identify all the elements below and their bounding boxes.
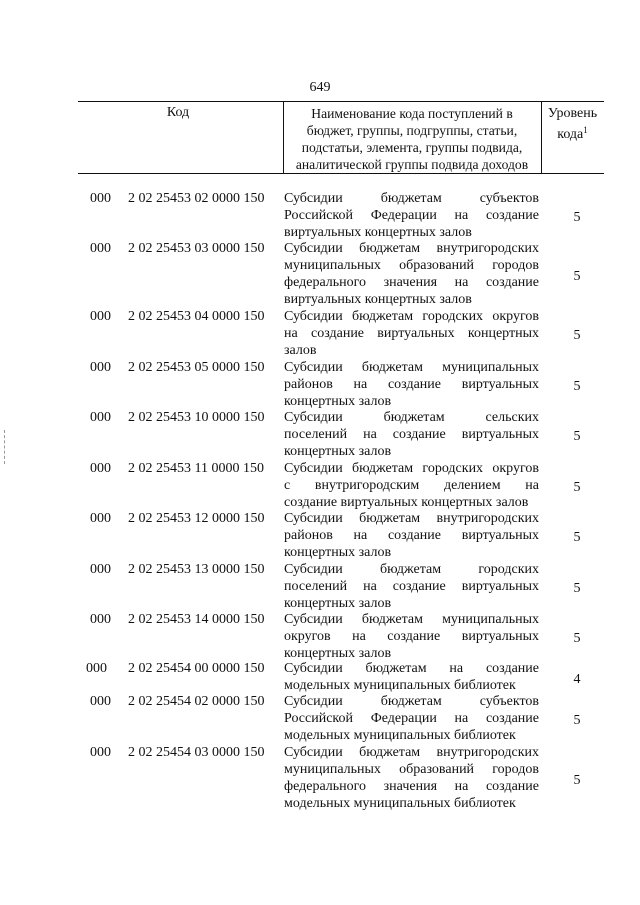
row-code: 2 02 25453 11 0000 150 — [128, 461, 264, 476]
row-name-line: на создание виртуальных концертных — [284, 326, 539, 341]
row-prefix: 000 — [90, 562, 111, 577]
row-prefix: 000 — [90, 241, 111, 256]
row-name-line: поселений на создание виртуальных — [284, 579, 539, 594]
footnote-marker: 1 — [583, 125, 588, 135]
header-name-line: подстатьи, элемента, группы подвида, — [301, 140, 523, 155]
row-code: 2 02 25453 12 0000 150 — [128, 511, 265, 526]
row-name — [284, 460, 539, 511]
row-name-line: Субсидии бюджетам внутригородских — [284, 745, 539, 760]
header-name — [283, 105, 541, 173]
row-prefix: 000 — [90, 410, 111, 425]
row-name-line: районов на создание виртуальных — [284, 377, 539, 392]
row-name — [284, 611, 539, 662]
row-name-line: залов — [284, 343, 317, 358]
row-code: 2 02 25454 02 0000 150 — [128, 694, 265, 709]
row-name-line: муниципальных образований городов — [284, 258, 539, 273]
row-name — [284, 359, 539, 410]
row-prefix: 000 — [90, 360, 111, 375]
row-code: 2 02 25453 10 0000 150 — [128, 410, 265, 425]
row-prefix: 000 — [90, 461, 111, 476]
row-name — [284, 561, 539, 612]
row-prefix: 000 — [90, 694, 111, 709]
row-name-line: концертных залов — [284, 545, 392, 560]
row-name — [284, 744, 539, 812]
row-code: 2 02 25453 04 0000 150 — [128, 309, 265, 324]
row-level: 5 — [573, 713, 581, 728]
table-header — [78, 101, 604, 174]
row-code: 2 02 25453 03 0000 150 — [128, 241, 265, 256]
row-level: 5 — [573, 210, 581, 225]
row-code: 2 02 25453 02 0000 150 — [128, 191, 265, 206]
header-name-line: аналитической группы подвида доходов — [295, 157, 529, 172]
margin-mark — [4, 430, 6, 464]
header-name-line: Наименование кода поступлений в — [311, 106, 513, 121]
row-code: 2 02 25454 00 0000 150 — [128, 661, 265, 676]
row-name-line: районов на создание виртуальных — [284, 528, 539, 543]
row-name-line: федерального значения на создание — [284, 779, 539, 794]
row-name-line: федерального значения на создание — [284, 275, 539, 290]
header-level-text: кода — [557, 127, 584, 142]
header-level-line1: Уровень — [547, 106, 598, 121]
row-name — [284, 308, 539, 359]
row-name-line: модельных муниципальных библиотек — [284, 728, 516, 743]
row-name — [284, 693, 539, 744]
row-level: 5 — [573, 772, 581, 788]
row-name — [284, 409, 539, 460]
row-prefix: 000 — [90, 745, 111, 760]
row-level: 5 — [573, 328, 581, 343]
row-name-line: виртуальных концертных залов — [284, 292, 472, 307]
header-code: Код — [166, 105, 190, 120]
row-name — [284, 190, 539, 241]
row-level: 5 — [573, 631, 581, 646]
row-level: 5 — [573, 480, 581, 495]
row-name-line: концертных залов — [284, 394, 392, 409]
row-name-line: виртуальных концертных залов — [284, 225, 472, 240]
row-prefix: 000 — [90, 191, 111, 206]
row-name-line: концертных залов — [284, 444, 392, 459]
row-name-line: муниципальных образований городов — [284, 762, 539, 777]
row-prefix: 000 — [90, 511, 111, 526]
row-name-line: Субсидии бюджетам муниципальных — [284, 360, 539, 375]
row-name-line: Субсидии бюджетам городских округов — [284, 309, 539, 324]
header-level — [541, 105, 604, 143]
row-name-line: Субсидии бюджетам внутригородских — [284, 241, 539, 256]
row-level: 5 — [573, 268, 581, 284]
row-level: 5 — [573, 581, 581, 596]
row-level: 4 — [573, 671, 581, 687]
page-number: 649 — [309, 80, 331, 95]
row-name-line: Российской Федерации на создание — [284, 711, 539, 726]
row-name-line: Российской Федерации на создание — [284, 208, 539, 223]
row-prefix: 000 — [86, 661, 107, 676]
row-code: 2 02 25454 03 0000 150 — [128, 745, 265, 760]
row-prefix: 000 — [90, 309, 111, 324]
row-code: 2 02 25453 05 0000 150 — [128, 360, 265, 375]
row-name-line: концертных залов — [284, 596, 392, 611]
row-name — [284, 510, 539, 561]
row-level: 5 — [573, 530, 581, 545]
row-name-line: модельных муниципальных библиотек — [284, 796, 516, 811]
row-code: 2 02 25453 13 0000 150 — [128, 562, 265, 577]
row-name-line: поселений на создание виртуальных — [284, 427, 539, 442]
row-name-line: Субсидии бюджетам субъектов — [284, 191, 539, 206]
row-name-line: Субсидии бюджетам внутригородских — [284, 511, 539, 526]
row-level: 5 — [573, 379, 581, 394]
row-name-line: Субсидии бюджетам субъектов — [284, 694, 539, 709]
row-name-line: Субсидии бюджетам городских округов — [284, 461, 539, 476]
row-name-line: округов на создание виртуальных — [284, 629, 539, 644]
row-code: 2 02 25453 14 0000 150 — [128, 612, 265, 627]
row-name-line: Субсидии бюджетам сельских — [284, 410, 539, 425]
row-name-line: модельных муниципальных библиотек — [284, 678, 516, 693]
row-name-line: создание виртуальных концертных залов — [284, 495, 529, 510]
row-name-line: Субсидии бюджетам городских — [284, 562, 539, 577]
row-name-line: концертных залов — [284, 646, 392, 661]
row-name — [284, 240, 539, 308]
header-level-line2 — [541, 122, 604, 143]
row-name — [284, 660, 539, 694]
row-level: 5 — [573, 429, 581, 444]
header-name-line: бюджет, группы, подгруппы, статьи, — [306, 123, 518, 138]
row-name-line: Субсидии бюджетам муниципальных — [284, 612, 539, 627]
row-prefix: 000 — [90, 612, 111, 627]
row-name-line: Субсидии бюджетам на создание — [284, 661, 539, 676]
row-name-line: с внутригородским делением на — [284, 478, 539, 493]
